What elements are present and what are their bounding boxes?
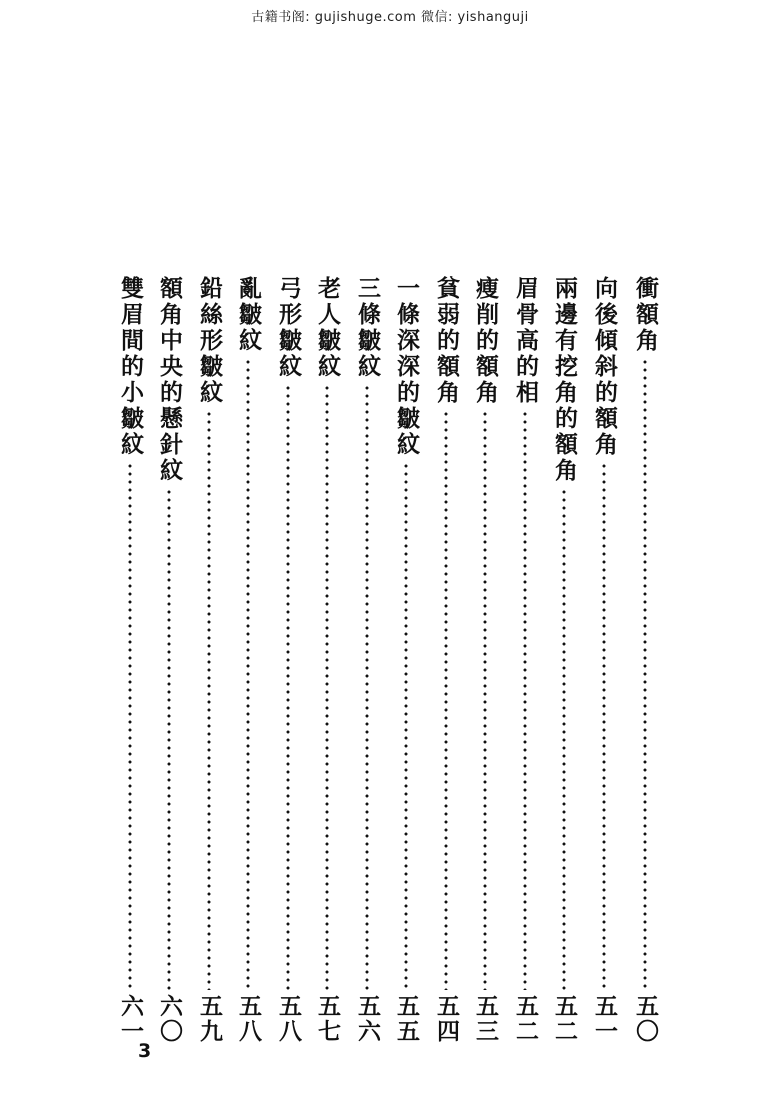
- dot-leader: [246, 358, 250, 990]
- toc-entry: [271, 276, 305, 1044]
- toc-entry: [152, 276, 186, 1044]
- page-number: 3: [138, 1040, 152, 1062]
- toc-entry-title: 鉛絲形皺紋: [196, 276, 223, 406]
- dot-leader: [562, 488, 566, 990]
- toc-entry-title: 貧弱的額角: [433, 276, 460, 406]
- toc-entry: [587, 276, 621, 1044]
- toc-entry-title: 瘦削的額角: [472, 276, 499, 406]
- dot-leader: [286, 384, 290, 990]
- dot-leader: [365, 384, 369, 990]
- toc-entry-page: 五三: [472, 994, 499, 1044]
- toc-entry-page: 五二: [512, 994, 539, 1044]
- toc-entry-page: 六〇: [156, 994, 183, 1044]
- toc-entry-page: 五〇: [632, 994, 659, 1044]
- toc-entry: [468, 276, 502, 1044]
- dot-leader: [643, 358, 647, 990]
- dot-leader: [128, 462, 132, 990]
- toc-entry-page: 五九: [196, 994, 223, 1044]
- toc-entry-page: 五八: [275, 994, 302, 1044]
- toc-entry-title: 兩邊有挖角的額角: [551, 276, 578, 484]
- toc-entry-title: 額角中央的懸針紋: [156, 276, 183, 484]
- dot-leader: [602, 462, 606, 990]
- toc-entry-page: 五五: [393, 994, 420, 1044]
- dot-leader: [483, 410, 487, 990]
- toc-entry: [628, 276, 662, 1044]
- dot-leader: [404, 462, 408, 990]
- toc-entry-page: 五二: [551, 994, 578, 1044]
- toc-entry-page: 五八: [235, 994, 262, 1044]
- toc-entry: [508, 276, 542, 1044]
- toc-entry: [113, 276, 147, 1044]
- toc-entry-title: 三條皺紋: [354, 276, 381, 380]
- toc-entry-page: 五四: [433, 994, 460, 1044]
- toc-entry: [429, 276, 463, 1044]
- toc-entry-page: 五六: [354, 994, 381, 1044]
- table-of-contents: [0, 276, 780, 1066]
- dot-leader: [325, 384, 329, 990]
- toc-entry-title: 亂皺紋: [235, 276, 262, 354]
- toc-entry-title: 雙眉間的小皺紋: [117, 276, 144, 458]
- toc-entry-page: 六一: [117, 994, 144, 1044]
- toc-entry-title: 衝額角: [632, 276, 659, 354]
- dot-leader: [444, 410, 448, 990]
- toc-entry-title: 一條深深的皺紋: [393, 276, 420, 458]
- toc-entry: [192, 276, 226, 1044]
- toc-entry-page: 五七: [314, 994, 341, 1044]
- toc-entry-title: 弓形皺紋: [275, 276, 302, 380]
- toc-entry-title: 老人皺紋: [314, 276, 341, 380]
- toc-entry-title: 向後傾斜的額角: [591, 276, 618, 458]
- toc-entry: [547, 276, 581, 1044]
- dot-leader: [207, 410, 211, 990]
- toc-entry: [231, 276, 265, 1044]
- toc-entry: [389, 276, 423, 1044]
- site-watermark-header: 古籍书阁: gujishuge.com 微信: yishanguji: [251, 10, 529, 25]
- dot-leader: [523, 410, 527, 990]
- toc-entry: [310, 276, 344, 1044]
- dot-leader: [167, 488, 171, 990]
- toc-entry: [350, 276, 384, 1044]
- toc-entry-page: 五一: [591, 994, 618, 1044]
- toc-entry-title: 眉骨高的相: [512, 276, 539, 406]
